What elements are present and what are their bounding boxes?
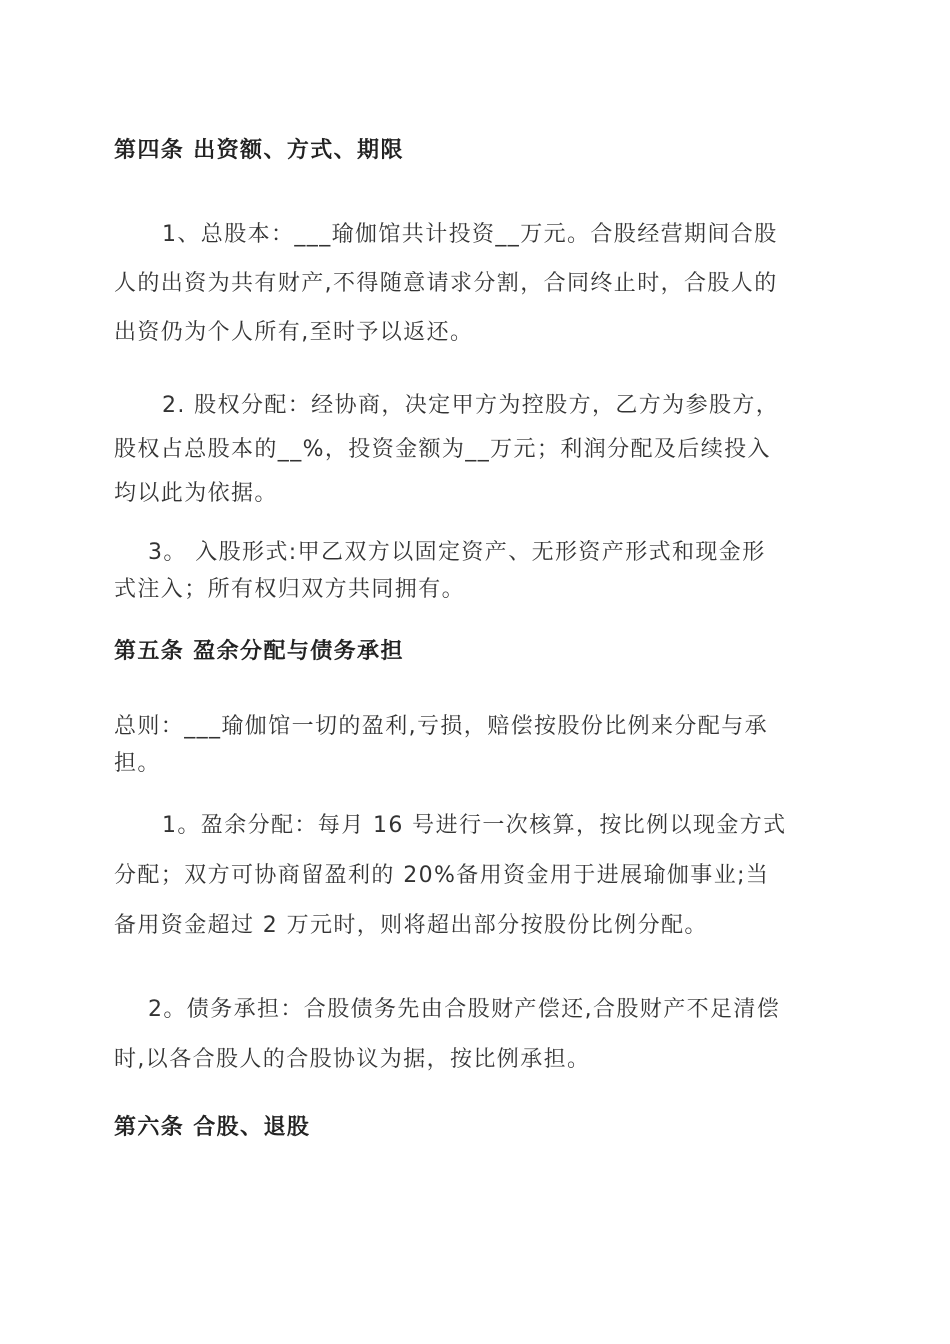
- text-line: 时,以各合股人的合股协议为据，按比例承担。: [114, 1047, 591, 1072]
- text-line: 总则：___瑜伽馆一切的盈利,亏损，赔偿按股份比例来分配与承: [114, 714, 768, 739]
- section-heading-5: 第五条 盈余分配与债务承担: [114, 639, 404, 664]
- section-heading-6: 第六条 合股、退股: [114, 1115, 311, 1140]
- text-line: 股权占总股本的__%，投资金额为__万元；利润分配及后续投入: [114, 437, 771, 462]
- text-line: 式注入；所有权归双方共同拥有。: [114, 577, 466, 602]
- text-line: 备用资金超过 2 万元时，则将超出部分按股份比例分配。: [114, 913, 708, 938]
- paragraph-profit-distribution: [114, 801, 834, 951]
- text-line: 人的出资为共有财产,不得随意请求分割，合同终止时，合股人的: [114, 271, 778, 296]
- paragraph-general-rule: [114, 708, 834, 782]
- text-line: 均以此为依据。: [114, 481, 278, 506]
- text-line: 3。 入股形式:甲乙双方以固定资产、无形资产形式和现金形: [148, 540, 766, 565]
- text-line: 1。盈余分配：每月 16 号进行一次核算，按比例以现金方式: [162, 813, 787, 838]
- paragraph-debt-bearing: [114, 985, 834, 1085]
- paragraph-total-capital: [114, 210, 834, 357]
- text-line: 2. 股权分配：经协商，决定甲方为控股方，乙方为参股方，: [162, 393, 780, 418]
- section-heading-4: 第四条 出资额、方式、期限: [114, 138, 404, 163]
- text-line: 2。债务承担：合股债务先由合股财产偿还,合股财产不足清偿: [148, 997, 781, 1022]
- text-line: 出资仍为个人所有,至时予以返还。: [114, 320, 474, 345]
- paragraph-investment-form: [114, 534, 834, 608]
- paragraph-equity-distribution: [114, 384, 834, 516]
- text-line: 担。: [114, 751, 161, 776]
- text-line: 1、总股本：___瑜伽馆共计投资__万元。合股经营期间合股: [162, 222, 778, 247]
- text-line: 分配；双方可协商留盈利的 20%备用资金用于进展瑜伽事业;当: [114, 863, 770, 888]
